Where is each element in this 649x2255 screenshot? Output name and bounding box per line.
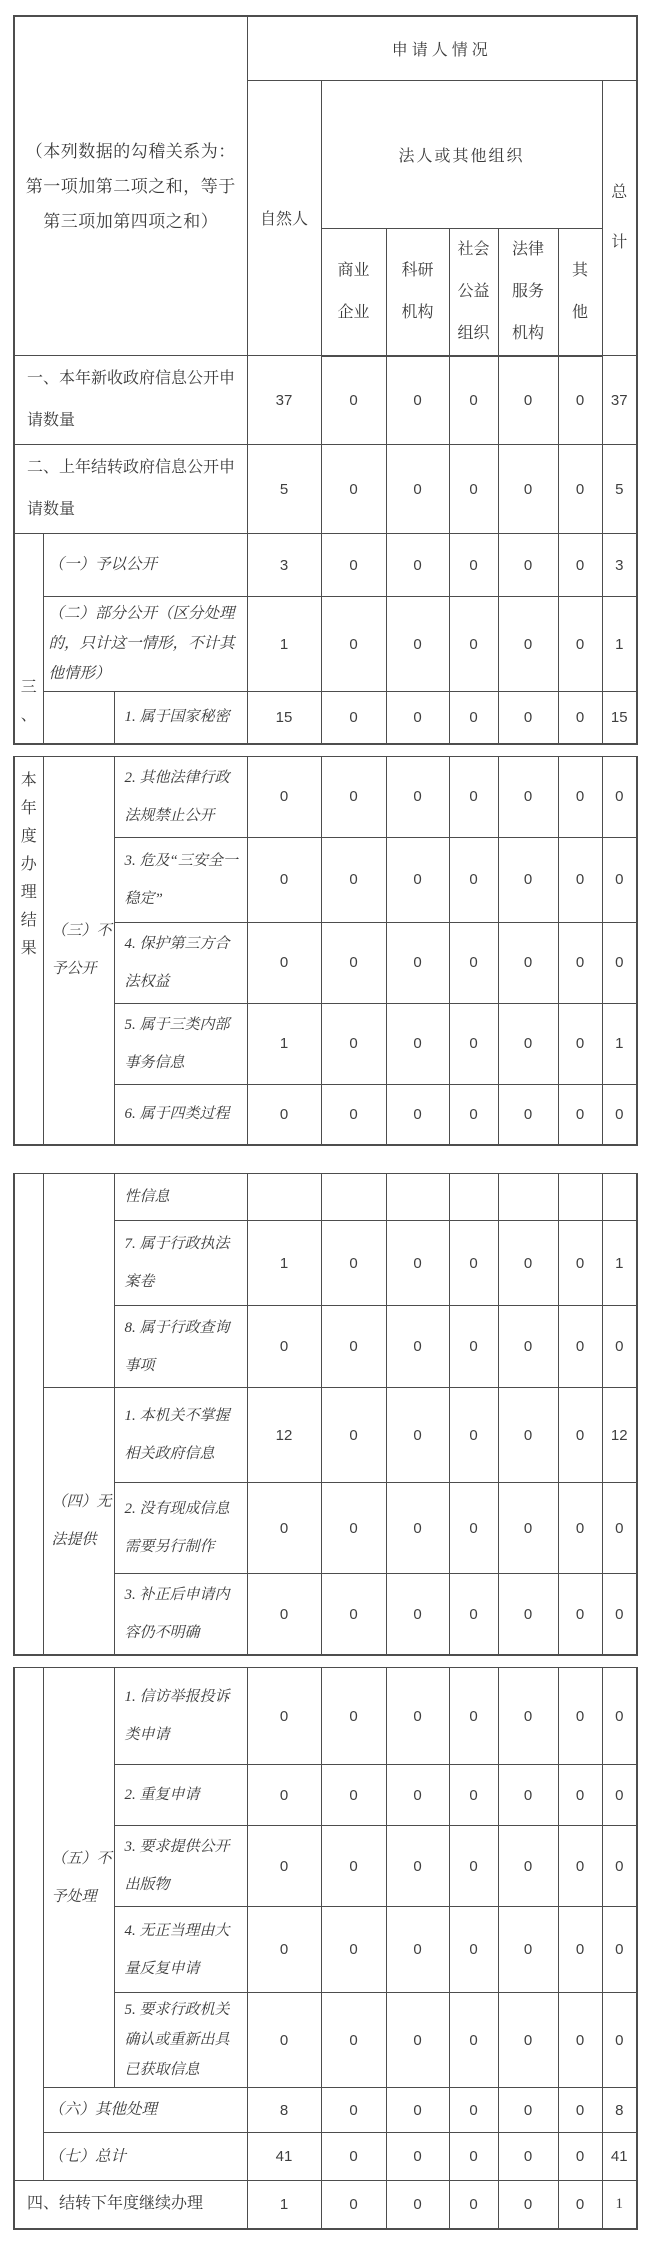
value-cell: 0	[602, 1306, 637, 1388]
value-cell: 8	[247, 2088, 321, 2133]
value-cell: 0	[321, 1306, 386, 1388]
table-row	[14, 692, 637, 744]
value-cell: 0	[449, 1003, 498, 1084]
table-segment-2	[13, 756, 638, 1147]
group-label-cell	[43, 692, 114, 744]
value-cell: 0	[558, 1306, 602, 1388]
value-cell: 0	[558, 1907, 602, 1993]
value-cell: 0	[602, 1574, 637, 1656]
value-cell: 0	[558, 2133, 602, 2181]
row-label-cell: 四、结转下年度继续办理	[14, 2181, 247, 2229]
value-cell: 0	[386, 1765, 449, 1826]
value-cell: 0	[449, 756, 498, 837]
table-row	[14, 2133, 637, 2181]
value-cell: 0	[321, 1907, 386, 1993]
section-strip-char: 本	[20, 771, 37, 789]
row-label-cell: 一、本年新收政府信息公开申请数量	[14, 356, 247, 445]
value-cell: 0	[449, 1765, 498, 1826]
value-cell	[558, 1174, 602, 1221]
value-cell: 0	[449, 1306, 498, 1388]
value-cell: 0	[386, 1221, 449, 1306]
value-cell: 0	[386, 1483, 449, 1574]
value-cell: 0	[449, 445, 498, 534]
value-cell: 0	[498, 1574, 558, 1656]
row-label-cell: 5. 属于三类内部事务信息	[114, 1003, 247, 1084]
group-label-cell	[43, 1174, 114, 1388]
table-segment-4	[13, 1667, 638, 2230]
table-segment-3	[13, 1173, 638, 1656]
row-label-cell: 2. 没有现成信息需要另行制作	[114, 1483, 247, 1574]
row-label-cell: 3. 要求提供公开出版物	[114, 1826, 247, 1907]
row-label-cell: 8. 属于行政查询事项	[114, 1306, 247, 1388]
top-margin	[0, 0, 649, 15]
value-cell: 0	[558, 1483, 602, 1574]
org-subcolumn-header-label: 其他	[572, 261, 589, 321]
table-row	[14, 445, 637, 534]
value-cell: 0	[449, 922, 498, 1003]
value-cell: 0	[449, 1826, 498, 1907]
table-row	[14, 1388, 637, 1483]
value-cell: 0	[386, 356, 449, 445]
value-cell: 0	[602, 1907, 637, 1993]
value-cell: 0	[602, 1483, 637, 1574]
value-cell: 0	[558, 2088, 602, 2133]
value-cell: 0	[449, 1221, 498, 1306]
total-column-header-label: 总计	[611, 183, 628, 251]
value-cell: 1	[247, 1221, 321, 1306]
section-strip-text	[15, 534, 43, 728]
value-cell: 0	[321, 2181, 386, 2229]
section-strip-char: 果	[20, 939, 37, 957]
value-cell: 0	[386, 1668, 449, 1765]
value-cell: 0	[386, 1388, 449, 1483]
value-cell: 0	[602, 756, 637, 837]
value-cell: 0	[386, 2088, 449, 2133]
table-segment-1	[13, 15, 638, 745]
value-cell: 0	[498, 1993, 558, 2088]
value-cell: 0	[449, 1574, 498, 1656]
value-cell: 0	[321, 692, 386, 744]
group-label-cell: （三）不予公开	[43, 756, 114, 1145]
value-cell: 0	[498, 922, 558, 1003]
value-cell: 3	[602, 534, 637, 597]
section-strip-char: 、	[20, 707, 37, 724]
value-cell	[386, 1174, 449, 1221]
value-cell: 41	[602, 2133, 637, 2181]
value-cell: 0	[602, 1993, 637, 2088]
value-cell: 0	[386, 1084, 449, 1145]
value-cell: 0	[602, 1084, 637, 1145]
value-cell: 0	[247, 837, 321, 922]
value-cell: 0	[558, 1084, 602, 1145]
value-cell: 0	[449, 1993, 498, 2088]
value-cell: 0	[449, 1084, 498, 1145]
value-cell: 15	[247, 692, 321, 744]
table-row	[14, 597, 637, 692]
row-label-cell: 3. 危及“三安全一稳定”	[114, 837, 247, 922]
group-label-cell: （五）不予处理	[43, 1668, 114, 2088]
value-cell: 12	[602, 1388, 637, 1483]
page-break-gap	[0, 1656, 649, 1667]
value-cell: 0	[321, 356, 386, 445]
row-label-cell: 2. 重复申请	[114, 1765, 247, 1826]
table-row	[14, 356, 637, 445]
value-cell: 1	[247, 1003, 321, 1084]
value-cell: 0	[558, 756, 602, 837]
value-cell: 0	[449, 837, 498, 922]
value-cell	[449, 1174, 498, 1221]
value-cell: 0	[321, 2088, 386, 2133]
value-cell: 0	[498, 1668, 558, 1765]
value-cell: 0	[247, 1826, 321, 1907]
table-row	[14, 2088, 637, 2133]
value-cell: 1	[602, 1003, 637, 1084]
row-label-cell: 1. 本机关不掌握相关政府信息	[114, 1388, 247, 1483]
value-cell: 5	[602, 445, 637, 534]
value-cell: 0	[321, 1084, 386, 1145]
section-strip-char: 结	[20, 911, 37, 929]
row-label-cell: （二）部分公开（区分处理的，只计这一情形，不计其他情形）	[43, 597, 247, 692]
value-cell: 0	[247, 1306, 321, 1388]
org-subcolumn-header	[386, 228, 449, 356]
bottom-margin	[0, 2230, 649, 2255]
row-label-cell: 7. 属于行政执法案卷	[114, 1221, 247, 1306]
value-cell: 0	[498, 2088, 558, 2133]
row-label-cell: 5. 要求行政机关确认或重新出具已获取信息	[114, 1993, 247, 2088]
value-cell: 8	[602, 2088, 637, 2133]
row-label-cell: （一）予以公开	[43, 534, 247, 597]
page-break-gap	[0, 745, 649, 756]
value-cell: 0	[498, 2181, 558, 2229]
value-cell: 0	[247, 1668, 321, 1765]
value-cell: 0	[498, 1483, 558, 1574]
value-cell: 0	[498, 356, 558, 445]
value-cell: 0	[386, 837, 449, 922]
value-cell: 0	[449, 1388, 498, 1483]
value-cell: 0	[321, 534, 386, 597]
row-label-cell: 1. 属于国家秘密	[114, 692, 247, 744]
value-cell: 0	[386, 445, 449, 534]
value-cell: 0	[558, 356, 602, 445]
value-cell	[602, 1174, 637, 1221]
org-subcolumn-header	[321, 228, 386, 356]
value-cell: 0	[558, 597, 602, 692]
value-cell: 0	[558, 445, 602, 534]
value-cell: 0	[386, 692, 449, 744]
section-strip-text	[15, 1668, 43, 1676]
org-subcolumn-header	[498, 228, 558, 356]
value-cell: 1	[247, 2181, 321, 2229]
value-cell: 0	[558, 1574, 602, 1656]
value-cell: 0	[558, 1668, 602, 1765]
value-cell: 0	[321, 2133, 386, 2181]
value-cell: 0	[321, 837, 386, 922]
value-cell: 0	[321, 1826, 386, 1907]
value-cell: 0	[498, 1826, 558, 1907]
table-row	[14, 756, 637, 837]
row-label-cell: 二、上年结转政府信息公开申请数量	[14, 445, 247, 534]
value-cell	[321, 1174, 386, 1221]
value-cell: 0	[386, 534, 449, 597]
value-cell: 0	[321, 1003, 386, 1084]
value-cell: 0	[498, 1084, 558, 1145]
applicant-situation-header: 申请人情况	[247, 16, 637, 80]
value-cell: 0	[449, 1668, 498, 1765]
value-cell: 0	[449, 1907, 498, 1993]
value-cell: 0	[321, 1668, 386, 1765]
value-cell: 0	[449, 2088, 498, 2133]
value-cell: 0	[321, 922, 386, 1003]
legal-org-column-header: 法人或其他组织	[321, 80, 602, 228]
row-label-cell: （六）其他处理	[43, 2088, 247, 2133]
value-cell: 0	[498, 1003, 558, 1084]
value-cell: 0	[558, 1003, 602, 1084]
section-strip-char: 年	[20, 799, 37, 817]
group-label-cell: （四）无法提供	[43, 1388, 114, 1656]
table-row	[14, 534, 637, 597]
value-cell: 0	[498, 445, 558, 534]
section-strip	[14, 534, 43, 744]
value-cell: 5	[247, 445, 321, 534]
value-cell: 0	[558, 692, 602, 744]
value-cell: 0	[386, 1993, 449, 2088]
value-cell: 41	[247, 2133, 321, 2181]
row-label-cell: 4. 保护第三方合法权益	[114, 922, 247, 1003]
value-cell: 0	[498, 1388, 558, 1483]
value-cell: 0	[602, 1826, 637, 1907]
value-cell: 0	[386, 1003, 449, 1084]
value-cell: 0	[558, 1765, 602, 1826]
value-cell: 3	[247, 534, 321, 597]
value-cell: 0	[558, 1221, 602, 1306]
value-cell: 0	[321, 1221, 386, 1306]
table-row	[14, 2181, 637, 2229]
value-cell: 0	[558, 2181, 602, 2229]
total-column-header	[602, 80, 637, 356]
value-cell: 0	[386, 2181, 449, 2229]
section-strip-char: 度	[20, 827, 37, 845]
value-cell: 0	[449, 356, 498, 445]
value-cell: 0	[558, 837, 602, 922]
value-cell: 0	[558, 922, 602, 1003]
section-strip-char: 三	[20, 679, 37, 696]
value-cell: 1	[602, 597, 637, 692]
value-cell: 0	[449, 534, 498, 597]
value-cell: 0	[449, 597, 498, 692]
value-cell: 0	[498, 1306, 558, 1388]
value-cell: 0	[558, 1993, 602, 2088]
value-cell: 0	[498, 756, 558, 837]
value-cell: 37	[247, 356, 321, 445]
value-cell: 0	[247, 756, 321, 837]
row-label-cell: 4. 无正当理由大量反复申请	[114, 1907, 247, 1993]
value-cell: 1	[247, 597, 321, 692]
natural-person-column-header: 自然人	[247, 80, 321, 356]
value-cell: 0	[602, 1765, 637, 1826]
value-cell	[498, 1174, 558, 1221]
value-cell: 15	[602, 692, 637, 744]
value-cell: 0	[449, 2133, 498, 2181]
value-cell: 0	[498, 1907, 558, 1993]
value-cell: 0	[247, 1993, 321, 2088]
value-cell: 0	[321, 597, 386, 692]
value-cell: 0	[386, 922, 449, 1003]
value-cell: 0	[449, 1483, 498, 1574]
value-cell: 0	[321, 756, 386, 837]
row-label-cell: 1. 信访举报投诉类申请	[114, 1668, 247, 1765]
value-cell: 0	[498, 1765, 558, 1826]
value-cell: 0	[449, 692, 498, 744]
value-cell: 12	[247, 1388, 321, 1483]
value-cell: 0	[247, 1907, 321, 1993]
value-cell: 0	[386, 1306, 449, 1388]
row-label-cell: 性信息	[114, 1174, 247, 1221]
value-cell: 0	[321, 445, 386, 534]
section-strip-char: 理	[20, 883, 37, 901]
section-strip	[14, 1668, 43, 2181]
page-break-gap	[0, 1146, 649, 1173]
disclosure-table-area	[0, 15, 649, 2230]
table-row	[14, 1174, 637, 1221]
org-subcolumn-header-label: 社会公益组织	[457, 240, 490, 342]
value-cell: 0	[558, 1388, 602, 1483]
org-subcolumn-header-label: 商业企业	[337, 261, 370, 321]
org-subcolumn-header-label: 法律服务机构	[512, 240, 545, 342]
value-cell: 0	[247, 922, 321, 1003]
header-row-applicant	[14, 16, 637, 80]
value-cell: 1	[602, 2181, 637, 2229]
org-subcolumn-header	[449, 228, 498, 356]
table-row	[14, 1668, 637, 1765]
value-cell: 0	[498, 1221, 558, 1306]
value-cell: 37	[602, 356, 637, 445]
value-cell: 0	[602, 1668, 637, 1765]
reconciliation-note-cell: （本列数据的勾稽关系为：第一项加第二项之和，等于第三项加第四项之和）	[14, 16, 247, 356]
row-label-cell: 3. 补正后申请内容仍不明确	[114, 1574, 247, 1656]
row-label-cell: （七）总计	[43, 2133, 247, 2181]
value-cell: 0	[558, 534, 602, 597]
value-cell: 0	[602, 922, 637, 1003]
value-cell: 0	[498, 534, 558, 597]
org-subcolumn-header-label: 科研机构	[401, 261, 434, 321]
value-cell: 0	[498, 597, 558, 692]
row-label-cell: 6. 属于四类过程	[114, 1084, 247, 1145]
value-cell: 1	[602, 1221, 637, 1306]
value-cell: 0	[449, 2181, 498, 2229]
value-cell: 0	[321, 1388, 386, 1483]
value-cell: 0	[386, 1826, 449, 1907]
row-label-cell: 2. 其他法律行政法规禁止公开	[114, 756, 247, 837]
value-cell: 0	[247, 1765, 321, 1826]
value-cell: 0	[247, 1574, 321, 1656]
value-cell: 0	[247, 1084, 321, 1145]
section-strip	[14, 1174, 43, 1656]
section-strip	[14, 756, 43, 1145]
section-strip-char: 办	[20, 855, 37, 873]
value-cell: 0	[386, 597, 449, 692]
value-cell: 0	[386, 1574, 449, 1656]
value-cell: 0	[498, 692, 558, 744]
section-strip-text	[15, 757, 43, 961]
value-cell: 0	[386, 1907, 449, 1993]
value-cell: 0	[498, 2133, 558, 2181]
value-cell: 0	[386, 2133, 449, 2181]
value-cell: 0	[321, 1574, 386, 1656]
value-cell: 0	[498, 837, 558, 922]
org-subcolumn-header	[558, 228, 602, 356]
value-cell: 0	[386, 756, 449, 837]
section-strip-text	[15, 1174, 43, 1182]
value-cell: 0	[602, 837, 637, 922]
value-cell: 0	[558, 1826, 602, 1907]
value-cell	[247, 1174, 321, 1221]
value-cell: 0	[321, 1993, 386, 2088]
value-cell: 0	[247, 1483, 321, 1574]
value-cell: 0	[321, 1765, 386, 1826]
value-cell: 0	[321, 1483, 386, 1574]
